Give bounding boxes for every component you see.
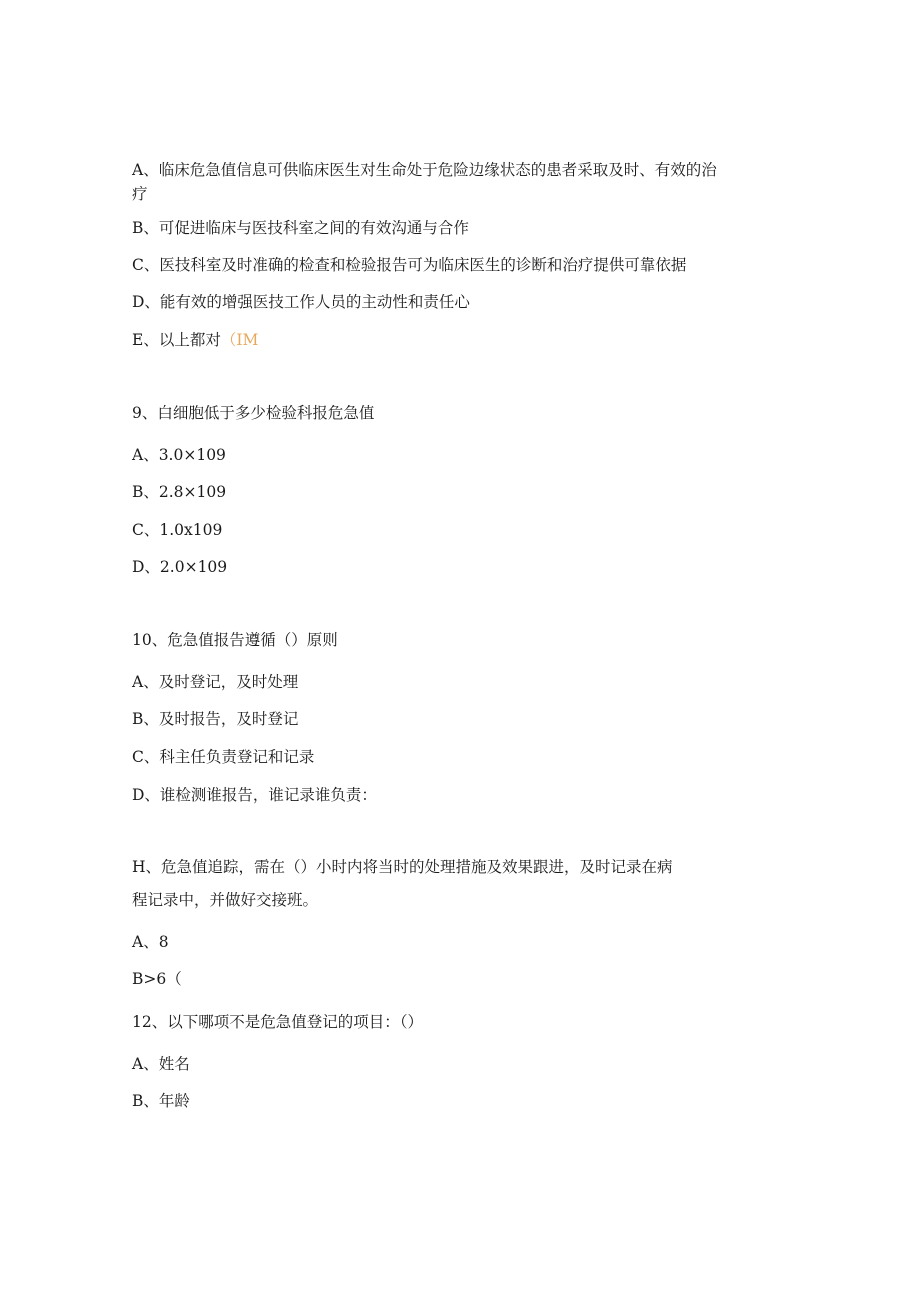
q9-option-d: D、2.0×109 — [132, 558, 228, 576]
q8-option-e — [132, 329, 258, 351]
q10-option-b: B、及时报告，及时登记 — [132, 710, 299, 728]
q11-option-a: A、8 — [132, 933, 169, 951]
q10-question: 10、危急值报告遵循（）原则 — [132, 631, 338, 649]
q12-question: 12、以下哪项不是危急值登记的项目：（） — [132, 1013, 423, 1031]
q11-question-line1: H、危急值追踪，需在（）小时内将当时的处理措施及效果跟进，及时记录在病 — [132, 858, 673, 876]
q12-option-a: A、姓名 — [132, 1055, 190, 1073]
q10-option-d: D、谁检测谁报告，谁记录谁负责： — [132, 786, 377, 804]
q9-option-c: C、1.0x109 — [132, 521, 223, 539]
q12-option-b: B、年龄 — [132, 1092, 190, 1110]
q8-option-c: C、医技科室及时准确的检查和检验报告可为临床医生的诊断和治疗提供可靠依据 — [132, 256, 687, 274]
q8-option-a-line1: A、临床危急值信息可供临床医生对生命处于危险边缘状态的患者采取及时、有效的治 — [132, 161, 717, 179]
q8-option-a-line2: 疗 — [132, 185, 148, 203]
q8-option-e-text: E、以上都对 — [132, 331, 221, 349]
q8-option-d: D、能有效的增强医技工作人员的主动性和责任心 — [132, 293, 470, 311]
q11-question-line2: 程记录中，并做好交接班。 — [132, 891, 319, 909]
q10-option-a: A、及时登记，及时处理 — [132, 673, 299, 691]
q9-option-a: A、3.0×109 — [132, 446, 226, 464]
q11-option-b: B>6（ — [132, 970, 182, 988]
q8-option-b: B、可促进临床与医技科室之间的有效沟通与合作 — [132, 219, 469, 237]
q8-option-e-mark: （IM — [220, 331, 259, 349]
q9-option-b: B、2.8×109 — [132, 483, 227, 501]
q10-option-c: C、科主任负责登记和记录 — [132, 748, 315, 766]
q9-question: 9、白细胞低于多少检验科报危急值 — [132, 404, 375, 422]
